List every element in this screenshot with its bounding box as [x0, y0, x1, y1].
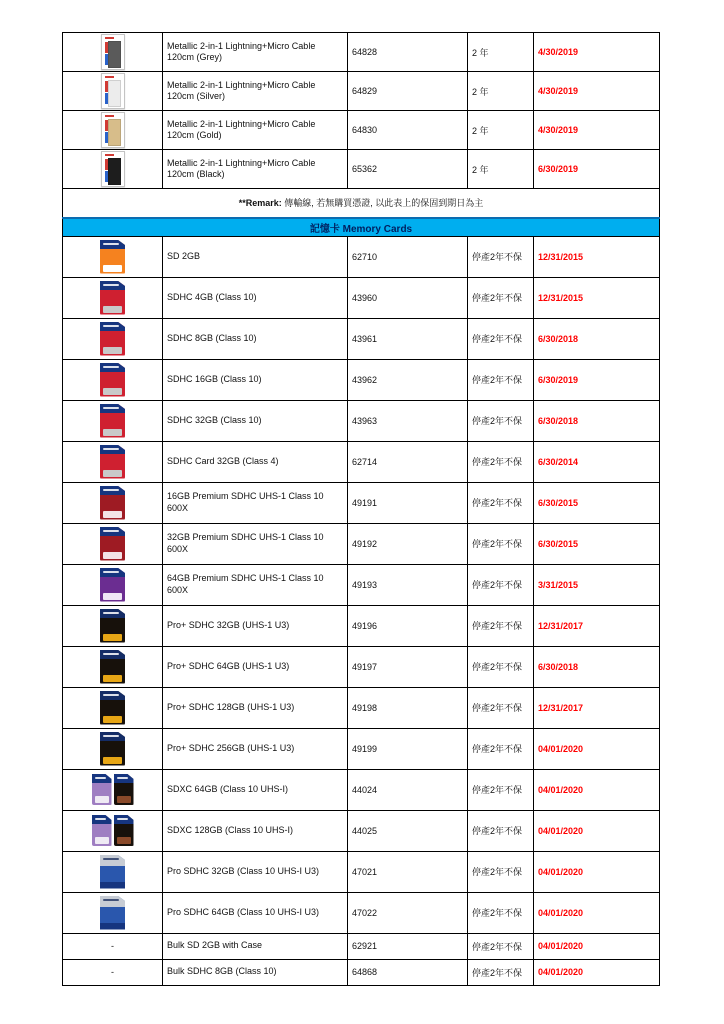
product-row [63, 150, 660, 189]
verbatim-logo-band [100, 486, 125, 495]
no-image-dash: - [111, 967, 114, 977]
product-image-cell [63, 810, 163, 851]
expiry-date-cell: 04/01/2020 [534, 892, 660, 933]
product-code-cell: 43960 [348, 277, 468, 318]
section-header-row [63, 218, 660, 237]
sd-card-icon [92, 774, 112, 805]
product-code-cell: 49192 [348, 523, 468, 564]
product-row [63, 400, 660, 441]
sd-card-icon [100, 281, 125, 315]
verbatim-logo-band [100, 281, 125, 290]
remark-label: **Remark: [238, 198, 282, 209]
product-image-cell [63, 33, 163, 72]
capacity-label [103, 675, 122, 682]
sd-card-icon [100, 855, 125, 889]
product-image-cell [63, 728, 163, 769]
product-image-cell [63, 150, 163, 189]
expiry-date-cell: 6/30/2019 [534, 150, 660, 189]
expiry-date-cell: 6/30/2018 [534, 646, 660, 687]
product-image-cell [63, 564, 163, 605]
warranty-cell: 停產2年不保 [468, 810, 534, 851]
product-image-cell [63, 933, 163, 959]
product-image-cell [63, 400, 163, 441]
cable-package-icon [101, 112, 125, 148]
expiry-date-cell: 6/30/2019 [534, 359, 660, 400]
warranty-cell: 停產2年不保 [468, 769, 534, 810]
product-name-cell: SDXC 128GB (Class 10 UHS-I) [163, 810, 348, 851]
product-code-cell: 43961 [348, 318, 468, 359]
warranty-cell: 停產2年不保 [468, 605, 534, 646]
sd-card-icon [100, 404, 125, 438]
product-name-cell: SDHC Card 32GB (Class 4) [163, 441, 348, 482]
verbatim-logo-band [100, 240, 125, 249]
product-code-cell: 65362 [348, 150, 468, 189]
product-code-cell: 44024 [348, 769, 468, 810]
verbatim-logo-band [100, 404, 125, 413]
product-row [63, 277, 660, 318]
expiry-date-cell: 4/30/2019 [534, 72, 660, 111]
product-row [63, 959, 660, 985]
product-code-cell: 47021 [348, 851, 468, 892]
capacity-label [117, 796, 131, 803]
cable-package-icon [101, 151, 125, 187]
product-image-cell [63, 482, 163, 523]
expiry-date-cell: 6/30/2014 [534, 441, 660, 482]
verbatim-logo-band [100, 445, 125, 454]
product-name-cell: Pro+ SDHC 64GB (UHS-1 U3) [163, 646, 348, 687]
product-code-cell: 64830 [348, 111, 468, 150]
sd-card-icon [100, 609, 125, 643]
capacity-label [103, 757, 122, 764]
product-name-cell: Metallic 2-in-1 Lightning+Micro Cable 120cm (Silver) [163, 72, 348, 111]
expiry-date-cell: 12/31/2017 [534, 687, 660, 728]
sd-card-icon [100, 240, 125, 274]
verbatim-logo-band [100, 568, 125, 577]
product-row [63, 851, 660, 892]
product-image-cell [63, 72, 163, 111]
product-row [63, 441, 660, 482]
product-row [63, 646, 660, 687]
product-name-cell: Pro+ SDHC 128GB (UHS-1 U3) [163, 687, 348, 728]
product-code-cell: 44025 [348, 810, 468, 851]
cable-package-icon [101, 34, 125, 70]
brand-mark [105, 37, 114, 39]
capacity-label [103, 306, 122, 313]
product-row [63, 111, 660, 150]
product-name-cell: SDHC 8GB (Class 10) [163, 318, 348, 359]
product-code-cell: 43962 [348, 359, 468, 400]
product-image-cell [63, 359, 163, 400]
product-code-cell: 49197 [348, 646, 468, 687]
expiry-date-cell: 12/31/2015 [534, 277, 660, 318]
sd-card-icon [100, 896, 125, 930]
product-row [63, 564, 660, 605]
product-name-cell: Pro+ SDHC 256GB (UHS-1 U3) [163, 728, 348, 769]
warranty-cell: 停產2年不保 [468, 564, 534, 605]
sd-card-icon [114, 774, 134, 805]
sd-card-icon [100, 527, 125, 561]
product-code-cell: 49196 [348, 605, 468, 646]
capacity-label [95, 796, 109, 803]
cable-color-panel [108, 80, 121, 107]
product-code-cell: 62921 [348, 933, 468, 959]
sd-card-icon [114, 815, 134, 846]
sd-card-icon [100, 650, 125, 684]
product-name-cell: Bulk SD 2GB with Case [163, 933, 348, 959]
warranty-cell: 停產2年不保 [468, 646, 534, 687]
capacity-label [103, 593, 122, 600]
capacity-label [103, 634, 122, 641]
sd-card-pair-icon [64, 774, 161, 805]
expiry-date-cell: 12/31/2015 [534, 236, 660, 277]
product-image-cell [63, 605, 163, 646]
product-code-cell: 47022 [348, 892, 468, 933]
verbatim-logo-band [100, 691, 125, 700]
product-code-cell: 64828 [348, 33, 468, 72]
product-name-cell: SDHC 4GB (Class 10) [163, 277, 348, 318]
verbatim-logo-band [100, 363, 125, 372]
verbatim-logo-band [100, 650, 125, 659]
remark-text: 傳輸線, 若無購買憑證, 以此表上的保固到期日為主 [284, 198, 484, 209]
product-name-cell: Metallic 2-in-1 Lightning+Micro Cable 120cm (Grey) [163, 33, 348, 72]
expiry-date-cell: 04/01/2020 [534, 851, 660, 892]
expiry-date-cell: 4/30/2019 [534, 111, 660, 150]
remark-cell [63, 189, 660, 218]
expiry-date-cell: 4/30/2019 [534, 33, 660, 72]
product-name-cell: Pro SDHC 32GB (Class 10 UHS-I U3) [163, 851, 348, 892]
warranty-cell: 停產2年不保 [468, 400, 534, 441]
verbatim-logo-band [100, 527, 125, 536]
product-name-cell: 32GB Premium SDHC UHS-1 Class 10 600X [163, 523, 348, 564]
product-name-cell: Metallic 2-in-1 Lightning+Micro Cable 120cm (Gold) [163, 111, 348, 150]
product-image-cell [63, 236, 163, 277]
product-image-cell [63, 523, 163, 564]
capacity-label [103, 265, 122, 272]
verbatim-logo-band [100, 609, 125, 618]
warranty-cell: 停產2年不保 [468, 959, 534, 985]
sd-card-icon [100, 691, 125, 725]
warranty-cell: 停產2年不保 [468, 728, 534, 769]
sd-card-icon [100, 322, 125, 356]
capacity-label [100, 882, 125, 889]
product-name-cell: SDXC 64GB (Class 10 UHS-I) [163, 769, 348, 810]
warranty-cell: 停產2年不保 [468, 933, 534, 959]
product-image-cell [63, 687, 163, 728]
product-code-cell: 62710 [348, 236, 468, 277]
expiry-date-cell: 6/30/2018 [534, 318, 660, 359]
product-code-cell: 49199 [348, 728, 468, 769]
expiry-date-cell: 04/01/2020 [534, 728, 660, 769]
product-image-cell [63, 769, 163, 810]
product-image-cell [63, 959, 163, 985]
warranty-cell: 停產2年不保 [468, 277, 534, 318]
product-name-cell: SDHC 16GB (Class 10) [163, 359, 348, 400]
capacity-label [103, 511, 122, 518]
capacity-label [103, 470, 122, 477]
warranty-table [62, 32, 660, 986]
product-code-cell: 49193 [348, 564, 468, 605]
product-name-cell: 64GB Premium SDHC UHS-1 Class 10 600X [163, 564, 348, 605]
warranty-cell: 停產2年不保 [468, 892, 534, 933]
warranty-cell: 停產2年不保 [468, 482, 534, 523]
product-code-cell: 43963 [348, 400, 468, 441]
product-name-cell: SDHC 32GB (Class 10) [163, 400, 348, 441]
product-row [63, 892, 660, 933]
product-code-cell: 64868 [348, 959, 468, 985]
product-row [63, 769, 660, 810]
product-image-cell [63, 111, 163, 150]
cable-package-icon [101, 73, 125, 109]
product-name-cell: Pro+ SDHC 32GB (UHS-1 U3) [163, 605, 348, 646]
product-name-cell: 16GB Premium SDHC UHS-1 Class 10 600X [163, 482, 348, 523]
expiry-date-cell: 6/30/2015 [534, 482, 660, 523]
product-image-cell [63, 851, 163, 892]
product-row [63, 728, 660, 769]
verbatim-logo-band [92, 774, 112, 783]
remark-row [63, 189, 660, 218]
expiry-date-cell: 04/01/2020 [534, 959, 660, 985]
product-name-cell: Metallic 2-in-1 Lightning+Micro Cable 120cm (Black) [163, 150, 348, 189]
brand-mark [105, 154, 114, 156]
sd-card-icon [100, 363, 125, 397]
capacity-label [103, 716, 122, 723]
capacity-label [117, 837, 131, 844]
product-image-cell [63, 441, 163, 482]
warranty-cell: 停產2年不保 [468, 359, 534, 400]
expiry-date-cell: 04/01/2020 [534, 810, 660, 851]
warranty-cell: 2 年 [468, 33, 534, 72]
product-name-cell: Pro SDHC 64GB (Class 10 UHS-I U3) [163, 892, 348, 933]
sd-card-pair-icon [64, 815, 161, 846]
sd-card-icon [100, 732, 125, 766]
warranty-cell: 2 年 [468, 150, 534, 189]
capacity-label [95, 837, 109, 844]
cable-color-panel [108, 158, 121, 185]
warranty-cell: 停產2年不保 [468, 441, 534, 482]
product-row [63, 482, 660, 523]
product-row [63, 687, 660, 728]
product-image-cell [63, 892, 163, 933]
verbatim-logo-band [100, 732, 125, 741]
product-image-cell [63, 318, 163, 359]
product-row [63, 523, 660, 564]
expiry-date-cell: 12/31/2017 [534, 605, 660, 646]
product-code-cell: 64829 [348, 72, 468, 111]
verbatim-logo-band [100, 855, 125, 866]
brand-mark [105, 115, 114, 117]
warranty-cell: 停產2年不保 [468, 851, 534, 892]
cable-color-panel [108, 119, 121, 146]
product-row [63, 359, 660, 400]
brand-mark [105, 76, 114, 78]
product-name-cell: SD 2GB [163, 236, 348, 277]
product-code-cell: 49191 [348, 482, 468, 523]
product-row [63, 236, 660, 277]
product-code-cell: 49198 [348, 687, 468, 728]
product-image-cell [63, 277, 163, 318]
product-row [63, 933, 660, 959]
product-row [63, 33, 660, 72]
sd-card-icon [100, 486, 125, 520]
expiry-date-cell: 6/30/2015 [534, 523, 660, 564]
cable-color-panel [108, 41, 121, 68]
warranty-cell: 停產2年不保 [468, 687, 534, 728]
product-image-cell [63, 646, 163, 687]
capacity-label [103, 388, 122, 395]
section-header: 記憶卡 Memory Cards [63, 218, 660, 237]
product-row [63, 810, 660, 851]
sd-card-icon [100, 568, 125, 602]
warranty-cell: 停產2年不保 [468, 523, 534, 564]
verbatim-logo-band [114, 774, 134, 783]
capacity-label [100, 923, 125, 930]
no-image-dash: - [111, 941, 114, 951]
verbatim-logo-band [114, 815, 134, 824]
expiry-date-cell: 6/30/2018 [534, 400, 660, 441]
product-name-cell: Bulk SDHC 8GB (Class 10) [163, 959, 348, 985]
product-row [63, 318, 660, 359]
warranty-cell: 停產2年不保 [468, 318, 534, 359]
expiry-date-cell: 3/31/2015 [534, 564, 660, 605]
expiry-date-cell: 04/01/2020 [534, 933, 660, 959]
warranty-cell: 2 年 [468, 72, 534, 111]
product-code-cell: 62714 [348, 441, 468, 482]
capacity-label [103, 552, 122, 559]
product-row [63, 72, 660, 111]
sd-card-icon [92, 815, 112, 846]
expiry-date-cell: 04/01/2020 [534, 769, 660, 810]
sd-card-icon [100, 445, 125, 479]
capacity-label [103, 429, 122, 436]
capacity-label [103, 347, 122, 354]
product-row [63, 605, 660, 646]
verbatim-logo-band [92, 815, 112, 824]
warranty-cell: 停產2年不保 [468, 236, 534, 277]
warranty-cell: 2 年 [468, 111, 534, 150]
verbatim-logo-band [100, 896, 125, 907]
verbatim-logo-band [100, 322, 125, 331]
